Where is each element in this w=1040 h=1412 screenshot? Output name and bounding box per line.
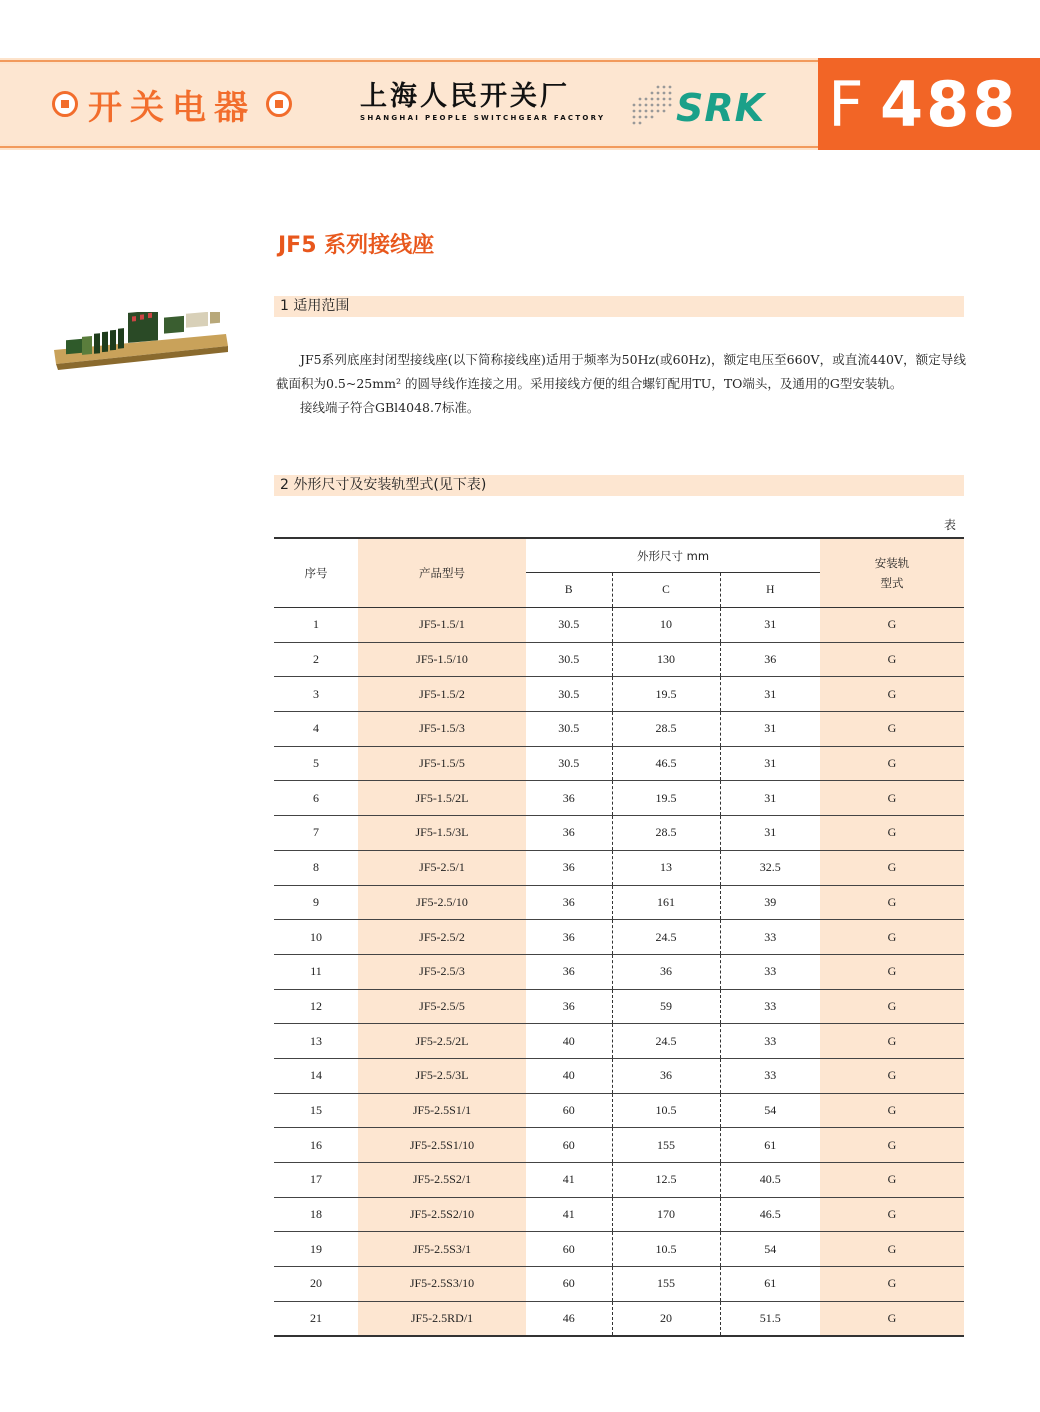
cell-seq: 16 bbox=[274, 1128, 358, 1163]
cell-b: 30.5 bbox=[526, 712, 612, 747]
cell-h: 31 bbox=[720, 677, 820, 712]
cell-h: 39 bbox=[720, 885, 820, 920]
cell-b: 60 bbox=[526, 1232, 612, 1267]
cell-seq: 10 bbox=[274, 920, 358, 955]
scope-description bbox=[276, 348, 966, 420]
table-row bbox=[274, 746, 964, 781]
header-dimensions: 外形尺寸 mm bbox=[526, 538, 820, 573]
cell-seq: 2 bbox=[274, 642, 358, 677]
table-row bbox=[274, 1232, 964, 1267]
dimensions-table bbox=[274, 537, 964, 1337]
category-title: 开关电器 bbox=[88, 87, 256, 128]
cell-model: JF5-2.5/3 bbox=[358, 954, 526, 989]
cell-rail: G bbox=[820, 1058, 964, 1093]
cell-seq: 1 bbox=[274, 608, 358, 643]
table-row bbox=[274, 1197, 964, 1232]
cell-seq: 3 bbox=[274, 677, 358, 712]
section-heading-dimensions: 2 外形尺寸及安装轨型式(见下表) bbox=[274, 475, 964, 496]
cell-model: JF5-1.5/5 bbox=[358, 746, 526, 781]
cell-b: 41 bbox=[526, 1197, 612, 1232]
cell-rail: G bbox=[820, 989, 964, 1024]
cell-h: 31 bbox=[720, 816, 820, 851]
table-row bbox=[274, 989, 964, 1024]
cell-c: 28.5 bbox=[612, 816, 720, 851]
cell-c: 24.5 bbox=[612, 1024, 720, 1059]
cell-h: 31 bbox=[720, 608, 820, 643]
cell-seq: 11 bbox=[274, 954, 358, 989]
cell-h: 54 bbox=[720, 1093, 820, 1128]
cell-h: 33 bbox=[720, 920, 820, 955]
table-row bbox=[274, 677, 964, 712]
cell-seq: 4 bbox=[274, 712, 358, 747]
cell-h: 36 bbox=[720, 642, 820, 677]
table-row bbox=[274, 850, 964, 885]
cell-model: JF5-2.5RD/1 bbox=[358, 1301, 526, 1336]
header-rule-bottom bbox=[0, 146, 818, 148]
cell-h: 31 bbox=[720, 746, 820, 781]
cell-c: 46.5 bbox=[612, 746, 720, 781]
cell-seq: 21 bbox=[274, 1301, 358, 1336]
cell-model: JF5-1.5/3 bbox=[358, 712, 526, 747]
square-bullet-icon bbox=[52, 91, 78, 117]
header-c: C bbox=[612, 573, 720, 608]
cell-c: 155 bbox=[612, 1128, 720, 1163]
company-name bbox=[360, 81, 606, 122]
company-name-cn: 上海人民开关厂 bbox=[360, 81, 570, 112]
cell-h: 54 bbox=[720, 1232, 820, 1267]
table-caption: 表 bbox=[944, 518, 957, 532]
header-rule-top bbox=[0, 60, 818, 62]
cell-seq: 5 bbox=[274, 746, 358, 781]
scope-paragraph: JF5系列底座封闭型接线座(以下简称接线座)适用于频率为50Hz(或60Hz)，额定电压至660V，或直流440V，额定导线截面积为0.5~25mm² 的圆导线作连接之用。采用接线方便的组合螺钉配用TU，TO端头，及通用的G型安装轨。 bbox=[276, 352, 966, 391]
cell-model: JF5-1.5/2L bbox=[358, 781, 526, 816]
table-row bbox=[274, 954, 964, 989]
cell-seq: 17 bbox=[274, 1163, 358, 1198]
cell-seq: 13 bbox=[274, 1024, 358, 1059]
cell-rail: G bbox=[820, 816, 964, 851]
cell-seq: 15 bbox=[274, 1093, 358, 1128]
cell-h: 40.5 bbox=[720, 1163, 820, 1198]
cell-b: 40 bbox=[526, 1024, 612, 1059]
table-row bbox=[274, 1128, 964, 1163]
cell-h: 33 bbox=[720, 1058, 820, 1093]
cell-b: 36 bbox=[526, 850, 612, 885]
table-row bbox=[274, 1163, 964, 1198]
cell-c: 155 bbox=[612, 1267, 720, 1302]
cell-b: 36 bbox=[526, 954, 612, 989]
cell-b: 30.5 bbox=[526, 746, 612, 781]
cell-b: 36 bbox=[526, 781, 612, 816]
page-section-letter: F bbox=[828, 68, 864, 141]
cell-c: 59 bbox=[612, 989, 720, 1024]
cell-c: 161 bbox=[612, 885, 720, 920]
table-row bbox=[274, 1024, 964, 1059]
cell-h: 33 bbox=[720, 1024, 820, 1059]
cell-h: 46.5 bbox=[720, 1197, 820, 1232]
table-row bbox=[274, 712, 964, 747]
cell-h: 61 bbox=[720, 1128, 820, 1163]
cell-rail: G bbox=[820, 920, 964, 955]
cell-rail: G bbox=[820, 1197, 964, 1232]
cell-c: 130 bbox=[612, 642, 720, 677]
cell-rail: G bbox=[820, 885, 964, 920]
cell-model: JF5-1.5/3L bbox=[358, 816, 526, 851]
cell-b: 36 bbox=[526, 885, 612, 920]
halftone-dots-icon bbox=[628, 84, 672, 126]
cell-model: JF5-2.5S1/1 bbox=[358, 1093, 526, 1128]
cell-seq: 14 bbox=[274, 1058, 358, 1093]
cell-h: 51.5 bbox=[720, 1301, 820, 1336]
cell-rail: G bbox=[820, 1163, 964, 1198]
cell-b: 30.5 bbox=[526, 677, 612, 712]
cell-c: 36 bbox=[612, 954, 720, 989]
cell-model: JF5-2.5S1/10 bbox=[358, 1128, 526, 1163]
cell-h: 33 bbox=[720, 989, 820, 1024]
cell-b: 30.5 bbox=[526, 642, 612, 677]
cell-model: JF5-2.5/3L bbox=[358, 1058, 526, 1093]
header-h: H bbox=[720, 573, 820, 608]
cell-c: 19.5 bbox=[612, 677, 720, 712]
cell-rail: G bbox=[820, 746, 964, 781]
table-row bbox=[274, 1093, 964, 1128]
table-row bbox=[274, 781, 964, 816]
cell-rail: G bbox=[820, 1267, 964, 1302]
cell-c: 12.5 bbox=[612, 1163, 720, 1198]
cell-rail: G bbox=[820, 677, 964, 712]
cell-seq: 9 bbox=[274, 885, 358, 920]
cell-model: JF5-2.5S2/1 bbox=[358, 1163, 526, 1198]
table-row bbox=[274, 885, 964, 920]
cell-c: 19.5 bbox=[612, 781, 720, 816]
cell-model: JF5-1.5/10 bbox=[358, 642, 526, 677]
cell-b: 60 bbox=[526, 1267, 612, 1302]
terminal-block-photo bbox=[46, 312, 236, 384]
header-seq: 序号 bbox=[274, 538, 358, 608]
table-row bbox=[274, 816, 964, 851]
company-name-en: SHANGHAI PEOPLE SWITCHGEAR FACTORY bbox=[360, 114, 606, 122]
cell-h: 33 bbox=[720, 954, 820, 989]
cell-model: JF5-2.5/5 bbox=[358, 989, 526, 1024]
cell-c: 13 bbox=[612, 850, 720, 885]
square-bullet-icon bbox=[266, 91, 292, 117]
cell-model: JF5-2.5/2 bbox=[358, 920, 526, 955]
cell-b: 40 bbox=[526, 1058, 612, 1093]
table-row bbox=[274, 608, 964, 643]
cell-h: 61 bbox=[720, 1267, 820, 1302]
cell-rail: G bbox=[820, 712, 964, 747]
cell-seq: 6 bbox=[274, 781, 358, 816]
table-row bbox=[274, 1267, 964, 1302]
cell-h: 31 bbox=[720, 712, 820, 747]
cell-model: JF5-1.5/1 bbox=[358, 608, 526, 643]
cell-rail: G bbox=[820, 1128, 964, 1163]
section-heading-scope: 1 适用范围 bbox=[274, 296, 964, 317]
cell-c: 36 bbox=[612, 1058, 720, 1093]
cell-model: JF5-2.5/10 bbox=[358, 885, 526, 920]
cell-rail: G bbox=[820, 1024, 964, 1059]
cell-c: 10 bbox=[612, 608, 720, 643]
cell-rail: G bbox=[820, 1232, 964, 1267]
cell-seq: 19 bbox=[274, 1232, 358, 1267]
page-number: 488 bbox=[880, 68, 1019, 141]
cell-rail: G bbox=[820, 608, 964, 643]
cell-seq: 18 bbox=[274, 1197, 358, 1232]
table-row bbox=[274, 1301, 964, 1336]
product-title: JF5 系列接线座 bbox=[278, 233, 435, 258]
header-model: 产品型号 bbox=[358, 538, 526, 608]
cell-seq: 7 bbox=[274, 816, 358, 851]
cell-rail: G bbox=[820, 1301, 964, 1336]
cell-b: 30.5 bbox=[526, 608, 612, 643]
table-row bbox=[274, 920, 964, 955]
cell-c: 10.5 bbox=[612, 1232, 720, 1267]
cell-seq: 20 bbox=[274, 1267, 358, 1302]
cell-h: 31 bbox=[720, 781, 820, 816]
cell-b: 36 bbox=[526, 816, 612, 851]
cell-seq: 8 bbox=[274, 850, 358, 885]
cell-c: 28.5 bbox=[612, 712, 720, 747]
header-rail-type bbox=[820, 538, 964, 608]
cell-model: JF5-2.5S2/10 bbox=[358, 1197, 526, 1232]
brand-logo: SRK bbox=[676, 86, 766, 130]
cell-model: JF5-2.5/1 bbox=[358, 850, 526, 885]
cell-h: 32.5 bbox=[720, 850, 820, 885]
table-row bbox=[274, 1058, 964, 1093]
cell-rail: G bbox=[820, 850, 964, 885]
cell-rail: G bbox=[820, 781, 964, 816]
cell-b: 60 bbox=[526, 1093, 612, 1128]
cell-model: JF5-2.5S3/1 bbox=[358, 1232, 526, 1267]
cell-model: JF5-2.5/2L bbox=[358, 1024, 526, 1059]
cell-c: 10.5 bbox=[612, 1093, 720, 1128]
cell-model: JF5-1.5/2 bbox=[358, 677, 526, 712]
cell-b: 41 bbox=[526, 1163, 612, 1198]
cell-rail: G bbox=[820, 954, 964, 989]
cell-b: 60 bbox=[526, 1128, 612, 1163]
standard-paragraph: 接线端子符合GBl4048.7标准。 bbox=[300, 400, 480, 415]
header-rail-line2: 型式 bbox=[880, 576, 904, 590]
cell-c: 24.5 bbox=[612, 920, 720, 955]
table-row bbox=[274, 642, 964, 677]
cell-b: 46 bbox=[526, 1301, 612, 1336]
cell-b: 36 bbox=[526, 920, 612, 955]
cell-rail: G bbox=[820, 642, 964, 677]
cell-c: 20 bbox=[612, 1301, 720, 1336]
header-rail-line1: 安装轨 bbox=[874, 556, 910, 570]
header-b: B bbox=[526, 573, 612, 608]
cell-rail: G bbox=[820, 1093, 964, 1128]
cell-b: 36 bbox=[526, 989, 612, 1024]
category-label bbox=[52, 82, 292, 126]
cell-c: 170 bbox=[612, 1197, 720, 1232]
cell-seq: 12 bbox=[274, 989, 358, 1024]
cell-model: JF5-2.5S3/10 bbox=[358, 1267, 526, 1302]
